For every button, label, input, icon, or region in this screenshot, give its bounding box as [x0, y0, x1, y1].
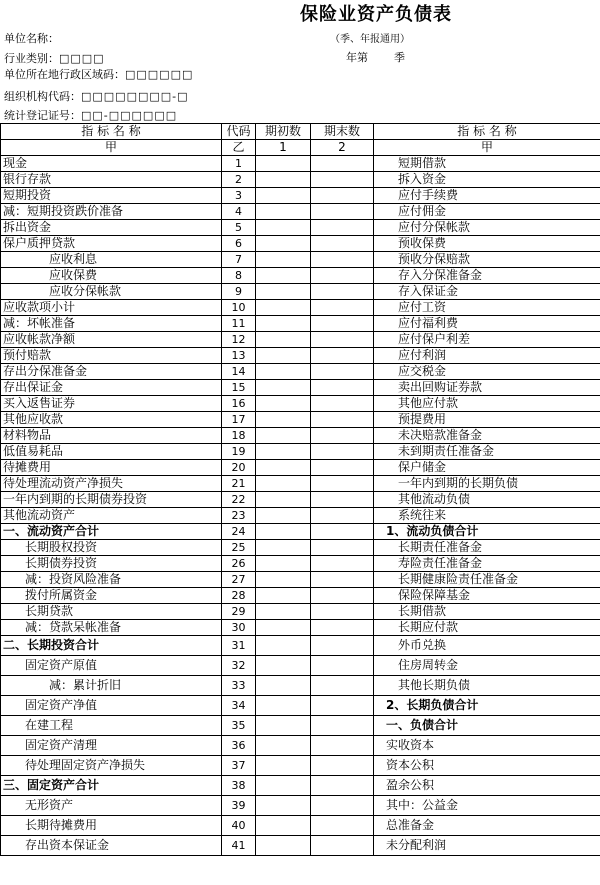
- liability-indicator: 一年内到期的长期负债: [374, 476, 600, 492]
- row-code: 23: [222, 508, 256, 524]
- liability-indicator: 卖出回购证券款: [374, 380, 600, 396]
- end-value-cell[interactable]: [311, 716, 374, 736]
- table-row: [1, 588, 600, 604]
- end-value-cell[interactable]: [311, 380, 374, 396]
- end-value-cell[interactable]: [311, 540, 374, 556]
- row-code: 28: [222, 588, 256, 604]
- end-value-cell[interactable]: [311, 332, 374, 348]
- begin-value-cell[interactable]: [256, 460, 311, 476]
- row-code: 38: [222, 776, 256, 796]
- col-header-code: 代码: [222, 124, 256, 140]
- row-code: 34: [222, 696, 256, 716]
- begin-value-cell[interactable]: [256, 316, 311, 332]
- table-row: [1, 620, 600, 636]
- table-row: [1, 816, 600, 836]
- region-field: 单位所在地行政区域码：□□□□□□: [4, 68, 194, 81]
- begin-value-cell[interactable]: [256, 380, 311, 396]
- end-value-cell[interactable]: [311, 172, 374, 188]
- liability-indicator: 长期借款: [374, 604, 600, 620]
- liability-indicator: 一、负债合计: [374, 716, 600, 736]
- liability-indicator: 应付保户利差: [374, 332, 600, 348]
- row-code: 13: [222, 348, 256, 364]
- begin-value-cell[interactable]: [256, 696, 311, 716]
- row-code: 16: [222, 396, 256, 412]
- begin-value-cell[interactable]: [256, 676, 311, 696]
- asset-indicator: 材料物品: [1, 428, 222, 444]
- asset-indicator: 减：累计折旧: [1, 676, 222, 696]
- table-row: [1, 508, 600, 524]
- begin-value-cell[interactable]: [256, 332, 311, 348]
- asset-indicator: 应收分保帐款: [1, 284, 222, 300]
- liability-indicator: 应交税金: [374, 364, 600, 380]
- table-row: [1, 204, 600, 220]
- end-value-cell[interactable]: [311, 656, 374, 676]
- period-quarter: 季: [394, 51, 405, 64]
- row-code: 9: [222, 284, 256, 300]
- row-code: 12: [222, 332, 256, 348]
- begin-value-cell[interactable]: [256, 412, 311, 428]
- begin-value-cell[interactable]: [256, 492, 311, 508]
- asset-indicator: 应收帐款净额: [1, 332, 222, 348]
- col-header-indicator-right: 指 标 名 称: [374, 124, 600, 140]
- liability-indicator: 拆入资金: [374, 172, 600, 188]
- begin-value-cell[interactable]: [256, 572, 311, 588]
- begin-value-cell[interactable]: [256, 540, 311, 556]
- begin-value-cell[interactable]: [256, 836, 311, 856]
- org-code-field: 组织机构代码：□□□□□□□□-□: [4, 90, 189, 103]
- begin-value-cell[interactable]: [256, 268, 311, 284]
- table-header-row: [1, 124, 600, 140]
- asset-indicator: 拆出资金: [1, 220, 222, 236]
- row-code: 1: [222, 156, 256, 172]
- table-row: [1, 156, 600, 172]
- begin-value-cell[interactable]: [256, 364, 311, 380]
- end-value-cell[interactable]: [311, 524, 374, 540]
- begin-value-cell[interactable]: [256, 716, 311, 736]
- end-value-cell[interactable]: [311, 156, 374, 172]
- asset-indicator: 现金: [1, 156, 222, 172]
- row-code: 25: [222, 540, 256, 556]
- end-value-cell[interactable]: [311, 396, 374, 412]
- asset-indicator: 存出资本保证金: [1, 836, 222, 856]
- report-subtitle: （季、年报通用）: [330, 34, 410, 45]
- unit-name-field: 单位名称：: [4, 32, 59, 45]
- begin-value-cell[interactable]: [256, 604, 311, 620]
- liability-indicator: 其他长期负债: [374, 676, 600, 696]
- begin-value-cell[interactable]: [256, 796, 311, 816]
- table-row: [1, 676, 600, 696]
- begin-value-cell[interactable]: [256, 220, 311, 236]
- sub-end: 2: [311, 140, 374, 156]
- begin-value-cell[interactable]: [256, 252, 311, 268]
- table-row: [1, 756, 600, 776]
- end-value-cell[interactable]: [311, 444, 374, 460]
- table-row: [1, 460, 600, 476]
- liability-indicator: 应付分保帐款: [374, 220, 600, 236]
- row-code: 4: [222, 204, 256, 220]
- liability-indicator: 应付福利费: [374, 316, 600, 332]
- asset-indicator: 应收款项小计: [1, 300, 222, 316]
- asset-indicator: 应收利息: [1, 252, 222, 268]
- liability-indicator: 外币兑换: [374, 636, 600, 656]
- begin-value-cell[interactable]: [256, 588, 311, 604]
- begin-value-cell[interactable]: [256, 556, 311, 572]
- end-value-cell[interactable]: [311, 620, 374, 636]
- asset-indicator: 预付赔款: [1, 348, 222, 364]
- row-code: 17: [222, 412, 256, 428]
- row-code: 3: [222, 188, 256, 204]
- row-code: 30: [222, 620, 256, 636]
- period-year: 年第: [346, 51, 368, 64]
- liability-indicator: 应付利润: [374, 348, 600, 364]
- table-row: [1, 268, 600, 284]
- liability-indicator: 其他应付款: [374, 396, 600, 412]
- table-row: [1, 364, 600, 380]
- asset-indicator: 其他流动资产: [1, 508, 222, 524]
- begin-value-cell[interactable]: [256, 524, 311, 540]
- table-row: [1, 252, 600, 268]
- asset-indicator: 低值易耗品: [1, 444, 222, 460]
- begin-value-cell[interactable]: [256, 776, 311, 796]
- asset-indicator: 银行存款: [1, 172, 222, 188]
- end-value-cell[interactable]: [311, 776, 374, 796]
- row-code: 18: [222, 428, 256, 444]
- liability-indicator: 保险保障基金: [374, 588, 600, 604]
- row-code: 6: [222, 236, 256, 252]
- row-code: 33: [222, 676, 256, 696]
- table-row: [1, 540, 600, 556]
- asset-indicator: 固定资产原值: [1, 656, 222, 676]
- end-value-cell[interactable]: [311, 252, 374, 268]
- liability-indicator: 其他流动负债: [374, 492, 600, 508]
- sub-code: 乙: [222, 140, 256, 156]
- liability-indicator: 未决赔款准备金: [374, 428, 600, 444]
- asset-indicator: 待处理固定资产净损失: [1, 756, 222, 776]
- table-row: [1, 556, 600, 572]
- end-value-cell[interactable]: [311, 736, 374, 756]
- col-header-end: 期末数: [311, 124, 374, 140]
- begin-value-cell[interactable]: [256, 300, 311, 316]
- row-code: 24: [222, 524, 256, 540]
- liability-indicator: 应付佣金: [374, 204, 600, 220]
- begin-value-cell[interactable]: [256, 188, 311, 204]
- begin-value-cell[interactable]: [256, 620, 311, 636]
- table-row: [1, 572, 600, 588]
- liability-indicator: 预收分保赔款: [374, 252, 600, 268]
- end-value-cell[interactable]: [311, 188, 374, 204]
- row-code: 14: [222, 364, 256, 380]
- begin-value-cell[interactable]: [256, 736, 311, 756]
- asset-indicator: 拨付所属资金: [1, 588, 222, 604]
- table-row: [1, 380, 600, 396]
- end-value-cell[interactable]: [311, 220, 374, 236]
- table-row: [1, 220, 600, 236]
- end-value-cell[interactable]: [311, 428, 374, 444]
- row-code: 21: [222, 476, 256, 492]
- asset-indicator: 长期债券投资: [1, 556, 222, 572]
- end-value-cell[interactable]: [311, 676, 374, 696]
- end-value-cell[interactable]: [311, 588, 374, 604]
- row-code: 20: [222, 460, 256, 476]
- page-title: 保险业资产负债表: [300, 4, 452, 25]
- table-row: [1, 396, 600, 412]
- end-value-cell[interactable]: [311, 348, 374, 364]
- asset-indicator: 其他应收款: [1, 412, 222, 428]
- end-value-cell[interactable]: [311, 636, 374, 656]
- begin-value-cell[interactable]: [256, 508, 311, 524]
- liability-indicator: 存入保证金: [374, 284, 600, 300]
- row-code: 2: [222, 172, 256, 188]
- end-value-cell[interactable]: [311, 268, 374, 284]
- row-code: 11: [222, 316, 256, 332]
- industry-field: 行业类别：□□□□: [4, 52, 105, 65]
- table-row: [1, 348, 600, 364]
- table-row: [1, 736, 600, 756]
- asset-indicator: 待处理流动资产净损失: [1, 476, 222, 492]
- table-row: [1, 716, 600, 736]
- liability-indicator: 实收资本: [374, 736, 600, 756]
- table-row: [1, 696, 600, 716]
- asset-indicator: 买入返售证券: [1, 396, 222, 412]
- table-row: [1, 236, 600, 252]
- table-row: [1, 444, 600, 460]
- end-value-cell[interactable]: [311, 300, 374, 316]
- table-row: [1, 796, 600, 816]
- end-value-cell[interactable]: [311, 836, 374, 856]
- asset-indicator: 减：短期投资跌价准备: [1, 204, 222, 220]
- liability-indicator: 存入分保准备金: [374, 268, 600, 284]
- sub-right: 甲: [374, 140, 600, 156]
- row-code: 40: [222, 816, 256, 836]
- liability-indicator: 住房周转金: [374, 656, 600, 676]
- row-code: 32: [222, 656, 256, 676]
- begin-value-cell[interactable]: [256, 348, 311, 364]
- row-code: 39: [222, 796, 256, 816]
- begin-value-cell[interactable]: [256, 656, 311, 676]
- table-row: [1, 636, 600, 656]
- asset-indicator: 存出分保准备金: [1, 364, 222, 380]
- asset-indicator: 待摊费用: [1, 460, 222, 476]
- begin-value-cell[interactable]: [256, 172, 311, 188]
- row-code: 15: [222, 380, 256, 396]
- table-row: [1, 776, 600, 796]
- begin-value-cell[interactable]: [256, 636, 311, 656]
- end-value-cell[interactable]: [311, 816, 374, 836]
- row-code: 7: [222, 252, 256, 268]
- end-value-cell[interactable]: [311, 796, 374, 816]
- sub-indicator: 甲: [1, 140, 222, 156]
- begin-value-cell[interactable]: [256, 756, 311, 776]
- row-code: 36: [222, 736, 256, 756]
- liability-indicator: 未分配利润: [374, 836, 600, 856]
- row-code: 35: [222, 716, 256, 736]
- table-row: [1, 428, 600, 444]
- liability-indicator: 总准备金: [374, 816, 600, 836]
- liability-indicator: 资本公积: [374, 756, 600, 776]
- table-row: [1, 836, 600, 856]
- begin-value-cell[interactable]: [256, 396, 311, 412]
- asset-indicator: 应收保费: [1, 268, 222, 284]
- end-value-cell[interactable]: [311, 556, 374, 572]
- liability-indicator: 2、长期负债合计: [374, 696, 600, 716]
- end-value-cell[interactable]: [311, 476, 374, 492]
- asset-indicator: 保户质押贷款: [1, 236, 222, 252]
- table-row: [1, 332, 600, 348]
- end-value-cell[interactable]: [311, 412, 374, 428]
- row-code: 31: [222, 636, 256, 656]
- end-value-cell[interactable]: [311, 492, 374, 508]
- row-code: 26: [222, 556, 256, 572]
- liability-indicator: 寿险责任准备金: [374, 556, 600, 572]
- report-period: [346, 49, 431, 65]
- liability-indicator: 长期应付款: [374, 620, 600, 636]
- asset-indicator: 长期股权投资: [1, 540, 222, 556]
- table-row: [1, 492, 600, 508]
- end-value-cell[interactable]: [311, 364, 374, 380]
- asset-indicator: 短期投资: [1, 188, 222, 204]
- end-value-cell[interactable]: [311, 204, 374, 220]
- asset-indicator: 二、长期投资合计: [1, 636, 222, 656]
- end-value-cell[interactable]: [311, 604, 374, 620]
- table-row: [1, 476, 600, 492]
- liability-indicator: 盈余公积: [374, 776, 600, 796]
- end-value-cell[interactable]: [311, 756, 374, 776]
- liability-indicator: 预提费用: [374, 412, 600, 428]
- row-code: 5: [222, 220, 256, 236]
- asset-indicator: 一年内到期的长期债券投资: [1, 492, 222, 508]
- row-code: 37: [222, 756, 256, 776]
- asset-indicator: 一、流动资产合计: [1, 524, 222, 540]
- table-row: [1, 412, 600, 428]
- table-row: [1, 284, 600, 300]
- table-row: [1, 524, 600, 540]
- end-value-cell[interactable]: [311, 284, 374, 300]
- asset-indicator: 固定资产清理: [1, 736, 222, 756]
- table-row: [1, 300, 600, 316]
- row-code: 22: [222, 492, 256, 508]
- end-value-cell[interactable]: [311, 696, 374, 716]
- liability-indicator: 其中：公益金: [374, 796, 600, 816]
- sub-begin: 1: [256, 140, 311, 156]
- asset-indicator: 减：投资风险准备: [1, 572, 222, 588]
- row-code: 19: [222, 444, 256, 460]
- liability-indicator: 短期借款: [374, 156, 600, 172]
- asset-indicator: 三、固定资产合计: [1, 776, 222, 796]
- row-code: 27: [222, 572, 256, 588]
- stat-reg-field: 统计登记证号：□□-□□□□□□: [4, 109, 178, 122]
- liability-indicator: 未到期责任准备金: [374, 444, 600, 460]
- asset-indicator: 固定资产净值: [1, 696, 222, 716]
- liability-indicator: 1、流动负债合计: [374, 524, 600, 540]
- begin-value-cell[interactable]: [256, 204, 311, 220]
- begin-value-cell[interactable]: [256, 444, 311, 460]
- begin-value-cell[interactable]: [256, 284, 311, 300]
- begin-value-cell[interactable]: [256, 236, 311, 252]
- end-value-cell[interactable]: [311, 460, 374, 476]
- liability-indicator: 系统往来: [374, 508, 600, 524]
- asset-indicator: 减：坏帐准备: [1, 316, 222, 332]
- begin-value-cell[interactable]: [256, 156, 311, 172]
- liability-indicator: 长期责任准备金: [374, 540, 600, 556]
- row-code: 29: [222, 604, 256, 620]
- begin-value-cell[interactable]: [256, 428, 311, 444]
- table-row: [1, 188, 600, 204]
- asset-indicator: 减：贷款呆帐准备: [1, 620, 222, 636]
- liability-indicator: 保户储金: [374, 460, 600, 476]
- col-header-indicator: 指 标 名 称: [1, 124, 222, 140]
- table-row: [1, 172, 600, 188]
- asset-indicator: 长期待摊费用: [1, 816, 222, 836]
- table-row: [1, 604, 600, 620]
- end-value-cell[interactable]: [311, 572, 374, 588]
- liability-indicator: 应付工资: [374, 300, 600, 316]
- end-value-cell[interactable]: [311, 236, 374, 252]
- col-header-begin: 期初数: [256, 124, 311, 140]
- row-code: 41: [222, 836, 256, 856]
- asset-indicator: 存出保证金: [1, 380, 222, 396]
- table-row: [1, 316, 600, 332]
- end-value-cell[interactable]: [311, 316, 374, 332]
- asset-indicator: 无形资产: [1, 796, 222, 816]
- balance-sheet-table: [0, 123, 600, 856]
- asset-indicator: 在建工程: [1, 716, 222, 736]
- end-value-cell[interactable]: [311, 508, 374, 524]
- liability-indicator: 应付手续费: [374, 188, 600, 204]
- row-code: 10: [222, 300, 256, 316]
- asset-indicator: 长期贷款: [1, 604, 222, 620]
- liability-indicator: 预收保费: [374, 236, 600, 252]
- begin-value-cell[interactable]: [256, 816, 311, 836]
- liability-indicator: 长期健康险责任准备金: [374, 572, 600, 588]
- row-code: 8: [222, 268, 256, 284]
- table-subheader-row: [1, 140, 600, 156]
- table-row: [1, 656, 600, 676]
- begin-value-cell[interactable]: [256, 476, 311, 492]
